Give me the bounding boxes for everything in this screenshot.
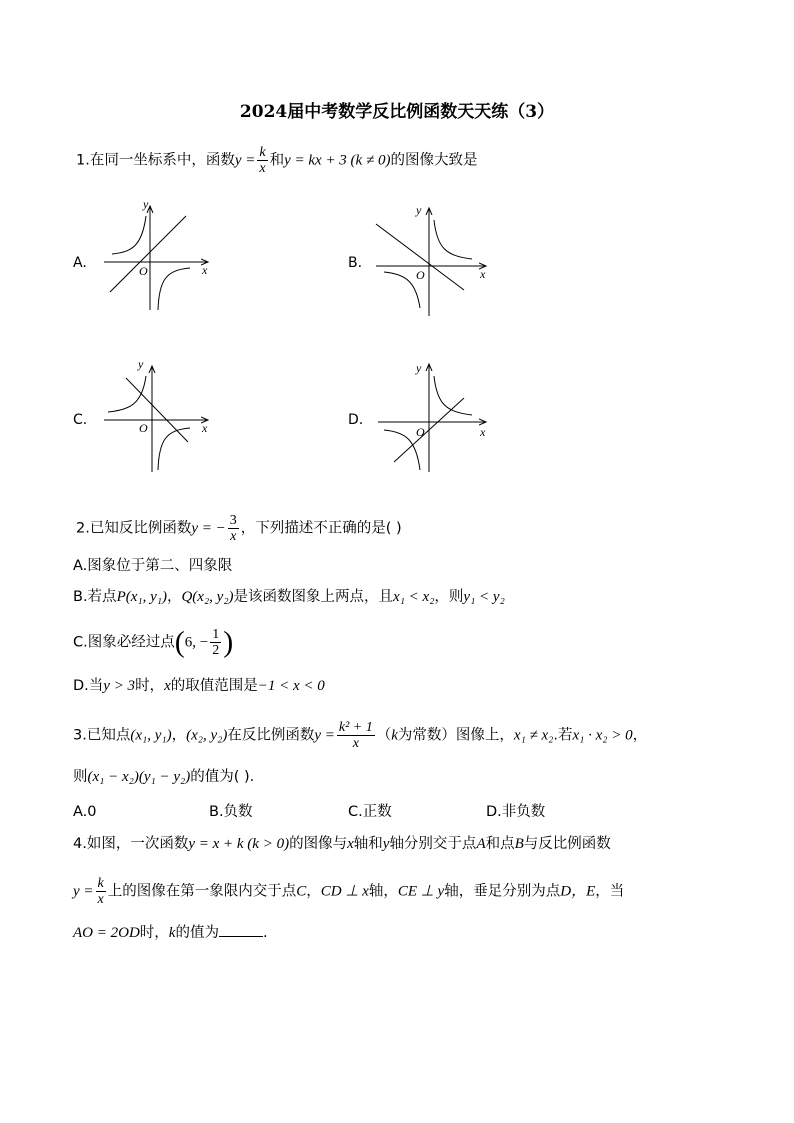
q4-l3-k: k bbox=[168, 925, 176, 941]
axis-y-label: y bbox=[143, 197, 149, 211]
q1-option-a-label[interactable]: A. bbox=[73, 255, 87, 271]
q2-d-text-1: D.当 bbox=[73, 678, 104, 694]
q3-sep: ， bbox=[171, 727, 187, 744]
q1-f2: y = kx + 3 (k ≠ 0) bbox=[284, 152, 391, 169]
q4-l3-end: . bbox=[262, 925, 268, 941]
q2-d-text-2: 时， bbox=[135, 678, 165, 694]
hyperbola-branch-right bbox=[434, 376, 472, 415]
axis-y-label: y bbox=[416, 361, 422, 375]
axis-x-label: x bbox=[480, 267, 486, 281]
line-graph bbox=[110, 216, 186, 292]
q4-f2-lhs: y = bbox=[73, 883, 94, 900]
hyperbola-branch-left bbox=[384, 272, 420, 308]
q4-l1-B: B bbox=[514, 836, 524, 852]
q2-c-text: C.图象必经过点 bbox=[73, 634, 175, 651]
q4-f2-num: k bbox=[97, 876, 104, 891]
q3-option-d[interactable]: D.非负数 bbox=[486, 804, 546, 820]
q1-graph-d[interactable] bbox=[376, 358, 492, 476]
q2-prefix: 2.已知反比例函数 bbox=[76, 520, 192, 537]
q1-option-d-label[interactable]: D. bbox=[348, 412, 364, 428]
q4-f2-den: x bbox=[97, 892, 104, 907]
q3-option-c[interactable]: C.正数 bbox=[348, 804, 392, 820]
line-graph bbox=[126, 378, 188, 442]
q4-answer-blank[interactable] bbox=[219, 922, 263, 937]
q4-l1-d: 和点 bbox=[485, 836, 515, 852]
hyperbola-branch-left bbox=[384, 430, 420, 470]
q1-f1-fraction bbox=[257, 145, 267, 176]
q1-f1-num: k bbox=[259, 145, 266, 160]
q3-f-num: k² + 1 bbox=[338, 720, 373, 735]
q2-b-text-1: B.若点 bbox=[73, 589, 117, 605]
q3-fraction bbox=[337, 720, 375, 751]
hyperbola-branch-right bbox=[434, 220, 472, 259]
q2-fraction bbox=[228, 513, 239, 544]
axis-x-label: x bbox=[202, 263, 208, 277]
q1-graph-a[interactable] bbox=[104, 198, 216, 314]
origin-label: O bbox=[139, 264, 148, 278]
axis-y-label: y bbox=[138, 357, 144, 371]
q4-l2-e: ，当 bbox=[595, 883, 625, 900]
q2-d-range: −1 < x < 0 bbox=[257, 678, 325, 694]
question-4-line-3 bbox=[73, 922, 268, 943]
q1-prefix: 1.在同一坐标系中，函数 bbox=[76, 152, 235, 169]
q4-l1-a: 的图像与 bbox=[289, 836, 348, 852]
q4-l3-a: 时， bbox=[139, 925, 169, 941]
q2-c-num: 1 bbox=[212, 627, 220, 642]
q2-suffix: ，下列描述不正确的是( ) bbox=[240, 520, 402, 537]
q3-option-a[interactable]: A.0 bbox=[73, 804, 97, 820]
q4-l3-cond: AO = 2OD bbox=[73, 925, 140, 941]
q4-l1-c: 轴分别交于点 bbox=[389, 836, 477, 852]
axis-x-label: x bbox=[202, 421, 208, 435]
q3-end: ， bbox=[632, 727, 648, 744]
q1-mid: 和 bbox=[269, 152, 285, 169]
q3-cond1: x₁ ≠ x₂ bbox=[513, 727, 554, 744]
q4-l2-cd: CD ⊥ x bbox=[320, 883, 369, 900]
q4-linear-function: y = x + k (k > 0) bbox=[188, 836, 290, 852]
q4-l2-DE: D，E bbox=[560, 883, 596, 900]
q2-option-d[interactable] bbox=[73, 676, 325, 696]
q3-expression: (x₁ − x₂)(y₁ − y₂) bbox=[87, 769, 191, 785]
question-1-stem bbox=[76, 145, 477, 176]
q1-option-b-label[interactable]: B. bbox=[348, 255, 363, 271]
q1-graph-c[interactable] bbox=[104, 358, 216, 474]
q4-prefix: 4.如图，一次函数 bbox=[73, 836, 189, 852]
q2-b-point-q: Q(x₂, y₂) bbox=[181, 589, 234, 605]
q3-mid3: 为常数）图像上， bbox=[397, 727, 514, 744]
q2-f-lhs: y = − bbox=[191, 520, 226, 537]
q2-f-num: 3 bbox=[229, 513, 237, 528]
origin-label: O bbox=[139, 421, 148, 435]
origin-label: O bbox=[416, 425, 425, 439]
hyperbola-branch-right bbox=[158, 268, 190, 310]
q2-c-fraction bbox=[210, 627, 221, 658]
axis-y-label: y bbox=[416, 203, 422, 217]
q3-option-b[interactable]: B.负数 bbox=[209, 804, 253, 820]
q1-graph-b[interactable] bbox=[376, 202, 492, 318]
q2-option-b[interactable] bbox=[73, 587, 505, 607]
hyperbola-branch-left bbox=[108, 376, 146, 412]
q3-mid2: （ bbox=[376, 727, 392, 744]
q2-d-text-3: 的取值范围是 bbox=[170, 678, 258, 694]
q4-l2-C: C bbox=[296, 883, 307, 900]
q4-l1-e: 与反比例函数 bbox=[523, 836, 611, 852]
q2-b-text-3: ，则 bbox=[434, 589, 464, 605]
q2-b-sep: ， bbox=[166, 589, 182, 605]
hyperbola-branch-right bbox=[158, 428, 190, 470]
q2-f-den: x bbox=[230, 529, 237, 544]
q2-d-x: x bbox=[164, 678, 171, 694]
q2-c-point: 6, − bbox=[184, 634, 209, 651]
q2-option-c[interactable]: C.图象必经过点(6, − $\frac{1}{2}$ ) bbox=[73, 625, 234, 659]
q3-mid4: .若 bbox=[553, 727, 573, 744]
page-title: 2024届中考数学反比例函数天天练（3） bbox=[239, 102, 555, 122]
hyperbola-branch-left bbox=[112, 216, 146, 254]
question-2-stem bbox=[76, 513, 402, 544]
axis-x-label: x bbox=[480, 425, 486, 439]
q4-l2-c: 轴， bbox=[368, 883, 398, 900]
q1-f1-lhs: y = bbox=[234, 152, 256, 169]
q4-l1-y: y bbox=[382, 836, 390, 852]
question-4-line-2 bbox=[73, 876, 624, 907]
q3-cond2: x₁ · x₂ > 0 bbox=[572, 727, 633, 744]
q4-l1-b: 轴和 bbox=[353, 836, 383, 852]
question-4-line-1 bbox=[73, 834, 611, 854]
q3-k: k bbox=[391, 727, 398, 744]
q4-f2-fraction bbox=[96, 876, 106, 907]
q2-b-point-p: P(x₁, y₁) bbox=[116, 589, 167, 605]
q1-f1-den: x bbox=[259, 161, 266, 176]
q2-b-text-2: 是该函数图象上两点，且 bbox=[233, 589, 394, 605]
q2-option-a[interactable]: A.图象位于第二、四象限 bbox=[73, 558, 233, 574]
q2-c-den: 2 bbox=[212, 643, 220, 658]
question-3-stem bbox=[73, 720, 647, 751]
q3-f-den: x bbox=[352, 736, 359, 751]
q2-b-cond: x₁ < x₂ bbox=[393, 589, 435, 605]
q3-point-1: (x₁, y₁) bbox=[130, 727, 172, 744]
q4-l1-x: x bbox=[347, 836, 354, 852]
q3-line-2 bbox=[73, 767, 254, 787]
q4-l1-A: A bbox=[476, 836, 486, 852]
q4-l2-d: 轴，垂足分别为点 bbox=[444, 883, 561, 900]
q4-l2-a: 上的图像在第一象限内交于点 bbox=[107, 883, 297, 900]
q4-l3-b: 的值为 bbox=[175, 925, 219, 941]
q3-f-lhs: y = bbox=[314, 727, 335, 744]
q3-line2-text-2: 的值为( ). bbox=[190, 769, 255, 785]
q3-point-2: (x₂, y₂) bbox=[186, 727, 228, 744]
q4-l2-ce: CE ⊥ y bbox=[397, 883, 445, 900]
q2-b-result: y₁ < y₂ bbox=[463, 589, 505, 605]
q3-mid1: 在反比例函数 bbox=[227, 727, 315, 744]
q2-d-cond: y > 3 bbox=[103, 678, 136, 694]
q4-l2-b: ， bbox=[306, 883, 321, 900]
q3-line2-text-1: 则 bbox=[73, 769, 88, 785]
q1-option-c-label[interactable]: C. bbox=[73, 412, 88, 428]
q1-suffix: 的图像大致是 bbox=[390, 152, 478, 169]
q3-prefix: 3.已知点 bbox=[73, 727, 131, 744]
origin-label: O bbox=[416, 268, 425, 282]
